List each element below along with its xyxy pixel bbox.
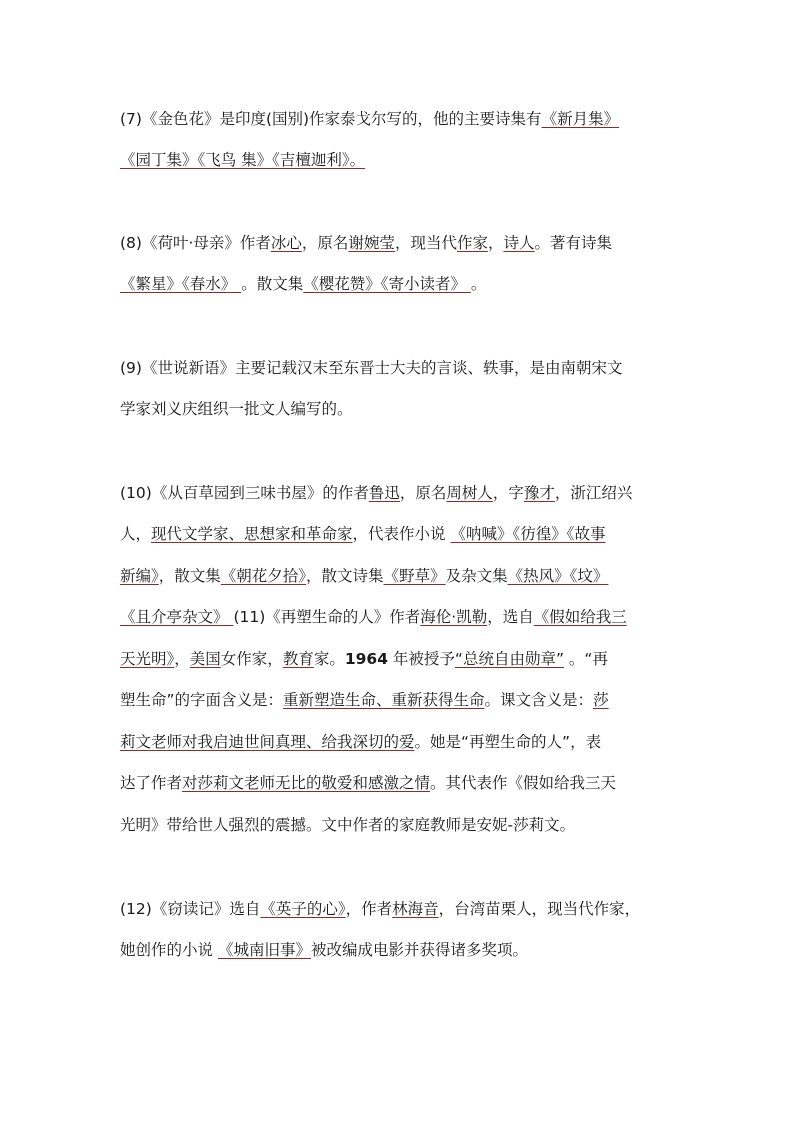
- text-segment: 家。: [313, 650, 345, 668]
- text-segment: ，: [487, 234, 504, 252]
- text-segment: 。: [470, 275, 487, 293]
- underlined-answer: 《假如给我三: [533, 608, 627, 626]
- underlined-answer: 新编》: [120, 567, 159, 585]
- text-line: [120, 523, 605, 545]
- text-line: [120, 357, 622, 379]
- text-segment: ，台湾苗栗人，现当代作家，: [438, 900, 641, 918]
- text-segment: 人，: [120, 525, 152, 543]
- underlined-answer: 《呐喊》《彷徨》《故事: [450, 525, 606, 543]
- text-segment: ，散文集: [158, 567, 221, 585]
- underlined-answer: “总统自由勋章”: [454, 650, 564, 668]
- text-line: [120, 108, 619, 130]
- text-segment: ，作者: [345, 900, 393, 918]
- text-line: [120, 273, 486, 295]
- underlined-answer: 《且介亭杂文》: [120, 608, 234, 626]
- text-segment: 她创作的小说: [120, 941, 218, 959]
- text-line: [120, 232, 612, 254]
- text-line: [120, 606, 627, 628]
- text-segment: (10)《从百草园到三味书屋》的作者: [120, 484, 369, 502]
- underlined-answer: 《新月集》: [541, 110, 620, 128]
- underlined-answer: 莎: [593, 691, 609, 709]
- underlined-answer: 美国: [189, 650, 221, 668]
- text-line: [120, 689, 609, 711]
- text-line: [120, 898, 640, 920]
- text-segment: 女作家，: [220, 650, 283, 668]
- underlined-answer: 《园丁集》《飞鸟 集》《吉檀迦利》。: [120, 151, 366, 169]
- underlined-answer: 冰心: [270, 234, 302, 252]
- text-segment: ，散文诗集: [306, 567, 384, 585]
- text-segment: 1964: [344, 650, 388, 668]
- text-segment: ，: [174, 650, 190, 668]
- underlined-answer: 《城南旧事》: [217, 941, 311, 959]
- underlined-answer: 现代文学家、思想家和革命家: [151, 525, 353, 543]
- text-segment: 被改编成电影并获得诸多奖项。: [310, 941, 528, 959]
- text-segment: 。“再: [563, 650, 608, 668]
- text-segment: 光明》带给世人强烈的震撼。文中作者的家庭教师是安妮-莎莉文。: [120, 816, 576, 834]
- text-line: [120, 482, 632, 504]
- underlined-answer: 诗人: [503, 234, 535, 252]
- underlined-answer: 《繁星》《春水》: [120, 275, 242, 293]
- text-line: [120, 939, 528, 961]
- text-segment: (12)《窃读记》选自: [120, 900, 261, 918]
- underlined-answer: 鲁迅: [368, 484, 400, 502]
- text-segment: 及杂文集: [445, 567, 508, 585]
- underlined-answer: 《野草》: [383, 567, 446, 585]
- text-segment: 达了作者: [120, 774, 183, 792]
- text-line: [120, 772, 616, 794]
- underlined-answer: 林海音: [392, 900, 439, 918]
- text-segment: ，原名: [301, 234, 349, 252]
- text-segment: 。散文集: [241, 275, 304, 293]
- text-segment: (11)《再塑生命的人》作者: [233, 608, 421, 626]
- underlined-answer: 重新塑造生命、重新获得生命: [283, 691, 485, 709]
- text-line: [120, 814, 575, 836]
- text-segment: ，代表作小说: [352, 525, 451, 543]
- text-segment: (7)《金色花》是印度(国别)作家泰戈尔写的，他的主要诗集有: [120, 110, 542, 128]
- text-segment: ，选自: [487, 608, 534, 626]
- text-segment: ，现当代: [394, 234, 457, 252]
- text-line: [120, 731, 601, 753]
- underlined-answer: 莉文老师对我启迪世间真理、给我深切的爱: [120, 733, 415, 751]
- underlined-answer: 海伦·凯勒: [420, 608, 488, 626]
- text-line: [120, 398, 353, 420]
- text-segment: 塑生命”的字面含义是：: [120, 691, 284, 709]
- text-segment: 。她是“再塑生命的人”，表: [414, 733, 602, 751]
- underlined-answer: 《朝花夕拾》: [220, 567, 307, 585]
- text-segment: ，浙江绍兴: [554, 484, 633, 502]
- underlined-answer: 对莎莉文老师无比的敬爱和感激之情: [182, 774, 431, 792]
- text-segment: (8)《荷叶·母亲》作者: [120, 234, 271, 252]
- underlined-answer: 周树人: [446, 484, 493, 502]
- text-segment: 。课文含义是：: [484, 691, 594, 709]
- underlined-answer: 豫才: [523, 484, 555, 502]
- text-segment: ，原名: [399, 484, 447, 502]
- text-line: [120, 565, 608, 587]
- text-segment: (9)《世说新语》主要记载汉末至东晋士大夫的言谈、轶事，是由南朝宋文: [120, 359, 623, 377]
- text-line: [120, 648, 608, 670]
- text-line: [120, 149, 365, 171]
- text-segment: ，字: [492, 484, 524, 502]
- text-segment: 学家刘义庆组织一批文人编写的。: [120, 400, 353, 418]
- underlined-answer: 《热风》《坟》: [507, 567, 609, 585]
- underlined-answer: 教育: [282, 650, 314, 668]
- text-segment: 年被授予: [387, 650, 455, 668]
- underlined-answer: 《樱花赞》《寄小读者》: [303, 275, 471, 293]
- underlined-answer: 作家: [456, 234, 488, 252]
- text-segment: 。其代表作《假如给我三天: [430, 774, 617, 792]
- text-segment: 。著有诗集: [534, 234, 613, 252]
- underlined-answer: 《英子的心》: [260, 900, 346, 918]
- underlined-answer: 谢婉莹: [348, 234, 395, 252]
- underlined-answer: 天光明》: [120, 650, 175, 668]
